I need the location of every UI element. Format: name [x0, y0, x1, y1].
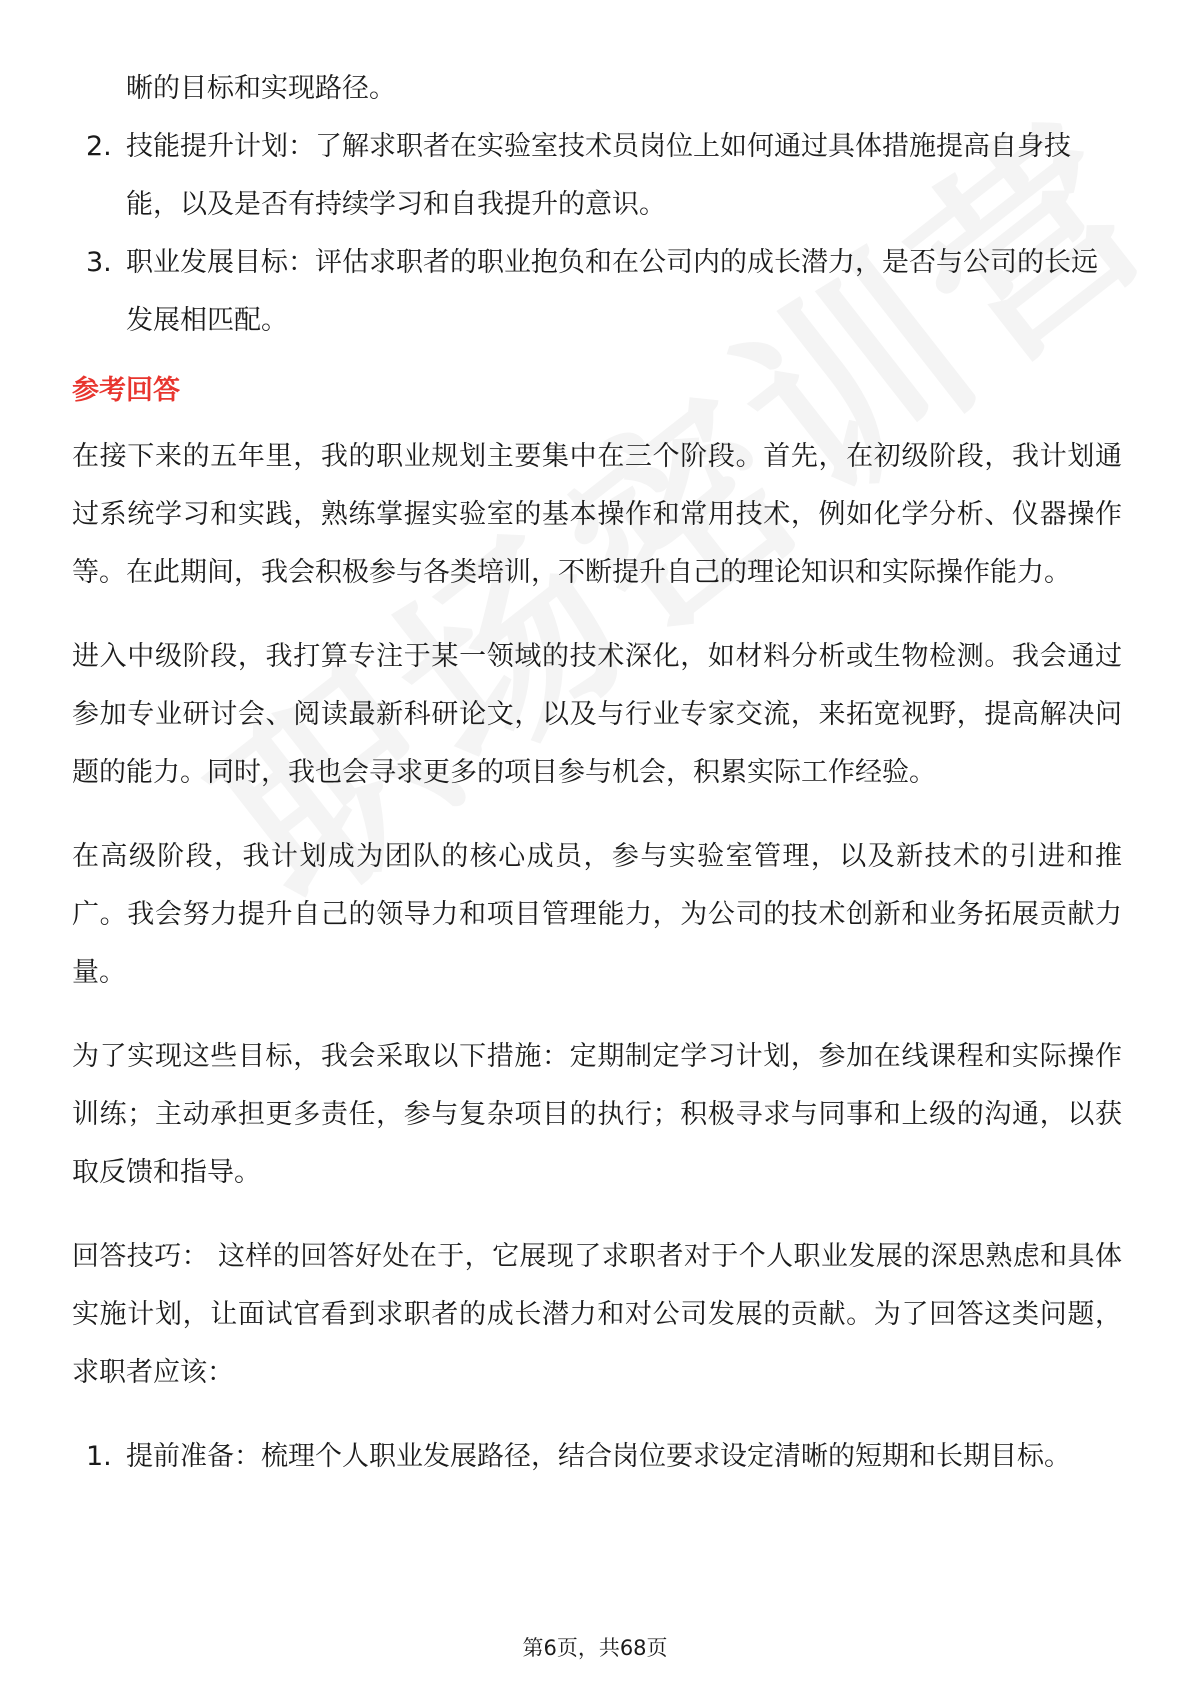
list-item	[72, 234, 1122, 350]
paragraph: 在接下来的五年里，我的职业规划主要集中在三个阶段。首先，在初级阶段，我计划通过系统学习和实践，熟练掌握实验室的基本操作和常用技术，例如化学分析、仪器操作等。在此期间，我会积极参与各类培训，不断提升自己的理论知识和实际操作能力。	[72, 441, 1122, 588]
paragraph: 进入中级阶段，我打算专注于某一领域的技术深化，如材料分析或生物检测。我会通过参加专业研讨会、阅读最新科研论文，以及与行业专家交流，来拓宽视野，提高解决问题的能力。同时，我也会寻求更多的项目参与机会，积累实际工作经验。	[72, 641, 1122, 788]
paragraph: 在高级阶段，我计划成为团队的核心成员，参与实验室管理，以及新技术的引进和推广。我会努力提升自己的领导力和项目管理能力，为公司的技术创新和业务拓展贡献力量。	[72, 841, 1122, 988]
paragraph: 为了实现这些目标，我会采取以下措施：定期制定学习计划，参加在线课程和实际操作训练；主动承担更多责任，参与复杂项目的执行；积极寻求与同事和上级的沟通，以获取反馈和指导。	[72, 1041, 1122, 1188]
list-item-text: 职业发展目标：评估求职者的职业抱负和在公司内的成长潜力，是否与公司的长远发展相匹配。	[126, 247, 1098, 336]
tips-list	[72, 1428, 1122, 1486]
list-number: 2.	[86, 131, 112, 162]
section-heading: 参考回答	[72, 375, 180, 406]
list-item	[72, 1428, 1122, 1486]
document-body	[72, 60, 1122, 1486]
page-footer: 第6页，共68页	[522, 1636, 668, 1660]
list-number: 1.	[86, 1441, 112, 1472]
list-number: 3.	[86, 247, 112, 278]
continuation-text: 晰的目标和实现路径。	[126, 73, 396, 104]
evaluation-points-list	[72, 118, 1122, 350]
list-item-text: 技能提升计划：了解求职者在实验室技术员岗位上如何通过具体措施提高自身技能，以及是否有持续学习和自我提升的意识。	[126, 131, 1071, 220]
list-item	[72, 118, 1122, 234]
paragraph: 回答技巧： 这样的回答好处在于，它展现了求职者对于个人职业发展的深思熟虑和具体实施计划，让面试官看到求职者的成长潜力和对公司发展的贡献。为了回答这类问题，求职者应该：	[72, 1241, 1122, 1388]
list-item-text: 提前准备：梳理个人职业发展路径，结合岗位要求设定清晰的短期和长期目标。	[126, 1441, 1071, 1472]
